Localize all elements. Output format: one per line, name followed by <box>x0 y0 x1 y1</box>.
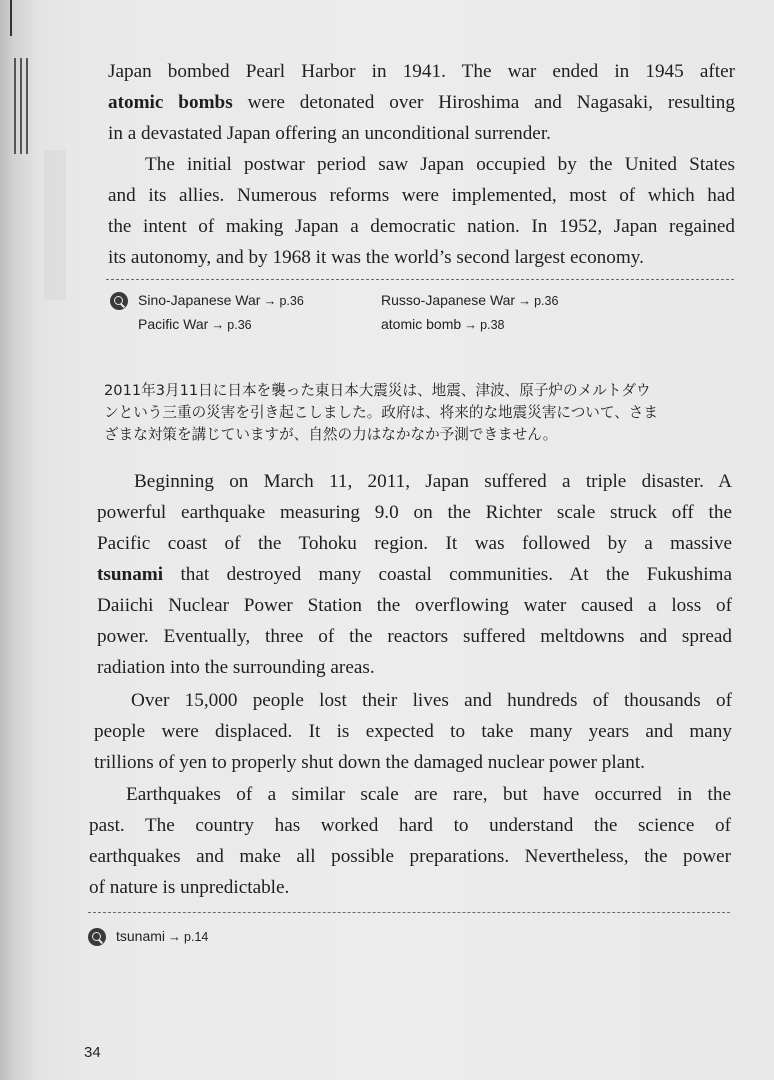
paragraph-disaster-2 <box>94 685 732 778</box>
jp-line: ンという三重の災害を引き起こしました。政府は、将来的な地震災害について、さま <box>104 404 658 421</box>
text-line: its autonomy, and by 1968 it was the world’s second largest economy. <box>108 247 644 268</box>
text-line: trillions of yen to properly shut down the damaged nuclear power plant. <box>94 752 645 773</box>
text-line: people were displaced. It is expected to take many years and many <box>94 721 732 742</box>
text-line: power. Eventually, three of the reactors suffered meltdowns and spread <box>97 626 732 647</box>
cross-references <box>88 927 388 951</box>
cross-references <box>110 290 730 338</box>
dashed-divider <box>106 279 734 280</box>
paragraph-history-2 <box>108 149 735 273</box>
crossref-pacific-war[interactable]: Pacific War → p.36 <box>138 316 252 332</box>
margin-tab-line <box>14 58 16 154</box>
margin-tab-line <box>20 58 22 154</box>
crossref-sino-japanese-war[interactable]: Sino-Japanese War → p.36 <box>138 292 304 308</box>
text-line: earthquakes and make all possible preparations. Nevertheless, the power <box>89 846 731 867</box>
text-line: Pacific coast of the Tohoku region. It was followed by a massive <box>97 533 732 554</box>
search-icon <box>110 292 128 310</box>
dashed-divider <box>88 912 730 913</box>
text-line: in a devastated Japan offering an unconditional surrender. <box>108 123 551 144</box>
text-line: the intent of making Japan a democratic nation. In 1952, Japan regained <box>108 216 735 237</box>
text-line: Over 15,000 people lost their lives and hundreds of thousands of <box>131 690 732 711</box>
text-line: Daiichi Nuclear Power Station the overflowing water caused a loss of <box>97 595 732 616</box>
text-line: radiation into the surrounding areas. <box>97 657 375 678</box>
text-line: atomic bombs were detonated over Hiroshima and Nagasaki, resulting <box>108 92 735 113</box>
keyword-atomic-bombs: atomic bombs <box>108 92 233 113</box>
jp-line: ざまな対策を講じていますが、自然の力はなかなか予測できません。 <box>104 426 558 443</box>
text-line: powerful earthquake measuring 9.0 on the Richter scale struck off the <box>97 502 732 523</box>
text-line: Earthquakes of a similar scale are rare, but have occurred in the <box>126 784 731 805</box>
crossref-atomic-bomb[interactable]: atomic bomb → p.38 <box>381 316 505 332</box>
japanese-summary <box>104 380 732 446</box>
search-icon <box>88 928 106 946</box>
text-line: Beginning on March 11, 2011, Japan suffered a triple disaster. A <box>134 471 732 492</box>
text-line: of nature is unpredictable. <box>89 877 290 898</box>
paragraph-disaster-3 <box>89 779 731 903</box>
bleed-through-tab <box>44 150 66 300</box>
crossref-tsunami[interactable]: tsunami → p.14 <box>116 928 209 944</box>
text-line: The initial postwar period saw Japan occupied by the United States <box>145 154 735 175</box>
paragraph-disaster-1 <box>97 466 732 683</box>
crossref-russo-japanese-war[interactable]: Russo-Japanese War → p.36 <box>381 292 559 308</box>
text-line: and its allies. Numerous reforms were implemented, most of which had <box>108 185 735 206</box>
margin-tab-line <box>26 58 28 154</box>
text-line: Japan bombed Pearl Harbor in 1941. The war ended in 1945 after <box>108 61 735 82</box>
page-edge-mark <box>10 0 12 36</box>
page-number: 34 <box>84 1044 101 1061</box>
text-line: tsunami that destroyed many coastal communities. At the Fukushima <box>97 564 732 585</box>
jp-line: 2011年3月11日に日本を襲った東日本大震災は、地震、津波、原子炉のメルトダウ <box>104 382 651 399</box>
text-line: past. The country has worked hard to understand the science of <box>89 815 731 836</box>
paragraph-history-1 <box>108 56 735 149</box>
keyword-tsunami: tsunami <box>97 564 164 585</box>
